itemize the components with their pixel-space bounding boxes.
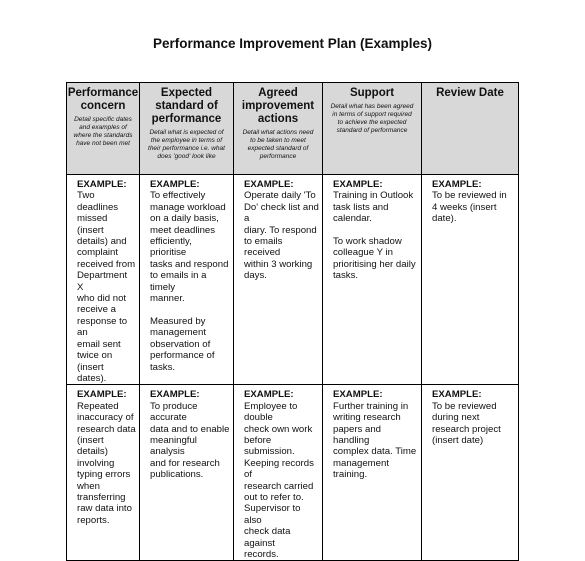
header-title: Support xyxy=(349,87,395,99)
header-performance-concern xyxy=(67,83,140,175)
improvement-plan-table xyxy=(66,82,519,561)
example-label: EXAMPLE: xyxy=(150,389,200,401)
example-label: EXAMPLE: xyxy=(244,179,294,190)
cell-text: Two deadlines missed (insert details) and complaint received from Department X who did not receive a response to an email sent twice on (insert dates). xyxy=(77,190,136,384)
cell-text: Operate daily 'To Do' check list and a diary. To respond to emails received within 3 working days. xyxy=(244,190,319,282)
example-label: EXAMPLE: xyxy=(333,179,383,190)
cell-text: Repeated inaccuracy of research data (insert details) involving typing errors when transferring raw data into reports. xyxy=(77,400,136,526)
example-label: EXAMPLE: xyxy=(244,389,294,401)
table-cell xyxy=(422,175,519,385)
header-agreed-actions xyxy=(234,83,323,175)
header-description: Detail specific dates and examples of where the standards have not been met xyxy=(73,116,133,147)
cell-text: Training in Outlook task lists and calendar. To work shadow colleague Y in prioritising her daily tasks. xyxy=(333,190,416,282)
table-cell xyxy=(422,385,519,561)
cell-text: Further training in writing research papers and handling complex data. Time management training. xyxy=(333,400,417,481)
table-row xyxy=(67,175,519,385)
cell-text: To be reviewed in 4 weeks (insert date). xyxy=(432,190,507,225)
header-title: Review Date xyxy=(436,87,504,99)
table-cell xyxy=(323,175,422,385)
example-label: EXAMPLE: xyxy=(77,389,127,401)
header-title: Expected standard of performance xyxy=(151,87,222,125)
header-support xyxy=(323,83,422,175)
header-title: Performance concern xyxy=(67,87,139,112)
example-label: EXAMPLE: xyxy=(150,179,200,190)
table-cell xyxy=(323,385,422,561)
cell-text: To effectively manage workload on a daily basis, meet deadlines efficiently, prioritise tasks and respond to emails in a timely manner. Measured by management observation of performance of tasks. xyxy=(150,190,229,373)
table-cell xyxy=(140,175,234,385)
header-review-date xyxy=(422,83,519,175)
table-cell xyxy=(234,175,323,385)
cell-text: To produce accurate data and to enable meaningful analysis and for research publications. xyxy=(150,400,230,481)
cell-text: Employee to double check own work before submission. Keeping records of research carried out to refer to. Supervisor to also check data against records. xyxy=(244,400,314,560)
header-description: Detail what actions need to be taken to meet expected standard of performance xyxy=(242,129,314,160)
example-label: EXAMPLE: xyxy=(432,179,482,190)
example-label: EXAMPLE: xyxy=(333,389,383,401)
table-cell xyxy=(140,385,234,561)
table-cell xyxy=(67,385,140,561)
header-description: Detail what is expected of the employee in terms of their performance i.e. what does 'good' look like xyxy=(148,129,225,160)
table-cell xyxy=(234,385,323,561)
example-label: EXAMPLE: xyxy=(77,179,127,190)
header-title: Agreed improvement actions xyxy=(241,87,315,125)
header-description: Detail what has been agreed in terms of support required to achieve the expected standard of performance xyxy=(330,103,414,134)
example-label: EXAMPLE: xyxy=(432,389,482,401)
header-expected-standard xyxy=(140,83,234,175)
header-row xyxy=(67,83,519,175)
cell-text: To be reviewed during next research project (insert date) xyxy=(432,400,501,446)
table-row xyxy=(67,385,519,561)
table-cell xyxy=(67,175,140,385)
page-title: Performance Improvement Plan (Examples) xyxy=(152,36,433,51)
